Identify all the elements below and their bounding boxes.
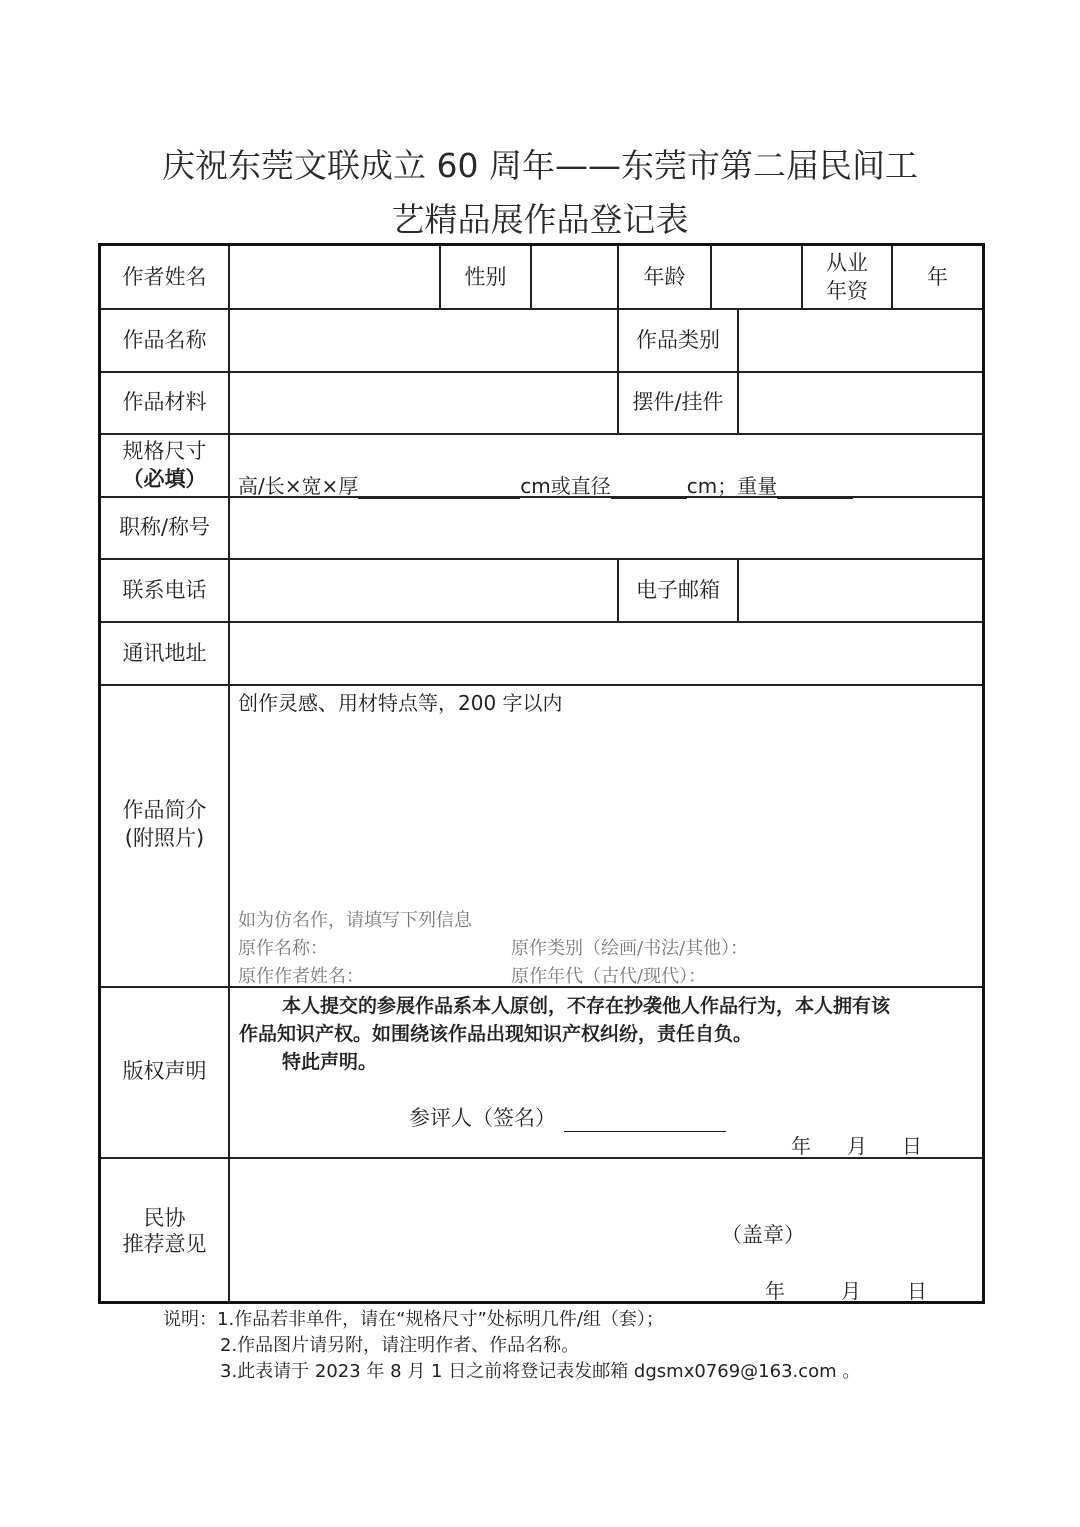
- dimension-prefix: 高/长×宽×厚: [238, 474, 359, 498]
- original-name-label: 原作名称：: [238, 938, 328, 959]
- original-author-label: 原作作者姓名：: [238, 966, 364, 987]
- gender-field[interactable]: [532, 246, 617, 308]
- original-category-label: 原作类别（绘画/书法/其他）：: [511, 938, 749, 959]
- copyright-statement-line3: 特此声明。: [282, 1051, 378, 1073]
- registration-form-table: [98, 243, 985, 1304]
- work-category-label: 作品类别: [636, 328, 720, 352]
- cm-or-diameter-text: cm或直径: [520, 474, 611, 498]
- address-label: 通讯地址: [122, 641, 207, 665]
- phone-field[interactable]: [230, 560, 617, 621]
- cm-weight-text: cm；重量: [686, 474, 778, 498]
- spec-label-line2: （必填）: [122, 467, 207, 491]
- signer-line: [409, 1102, 726, 1132]
- rec-month: 月: [841, 1279, 861, 1303]
- year-unit-label: 年: [927, 265, 948, 289]
- display-type-field[interactable]: [739, 373, 982, 433]
- form-title-line1: 庆祝东莞文联成立 60 周年——东莞市第二届民间工: [162, 146, 918, 185]
- dimension-line: [238, 470, 853, 499]
- imitation-note: 如为仿名作，请填写下列信息: [238, 910, 472, 931]
- intro-label-line1: 作品简介: [122, 798, 207, 822]
- intro-field[interactable]: [230, 716, 982, 901]
- association-label-line1: 民协: [143, 1206, 186, 1230]
- author-name-label: 作者姓名: [122, 265, 207, 289]
- original-era-label: 原作年代（古代/现代）：: [511, 966, 707, 987]
- author-name-field[interactable]: [230, 246, 439, 308]
- weight-blank[interactable]: [777, 476, 853, 499]
- intro-label-line2: (附照片): [124, 826, 205, 850]
- spec-label-line1: 规格尺寸: [122, 439, 207, 463]
- copyright-statement-line2: 作品知识产权。如围绕该作品出现知识产权纠纷，责任自负。: [239, 1023, 753, 1045]
- sign-year: 年: [791, 1134, 811, 1158]
- title-honor-label: 职称/称号: [118, 515, 211, 539]
- work-category-field[interactable]: [739, 310, 982, 371]
- copyright-label: 版权声明: [122, 1059, 207, 1083]
- form-title-line2: 艺精品展作品登记表: [391, 200, 689, 239]
- row-divider: [101, 684, 982, 686]
- address-field[interactable]: [230, 623, 982, 684]
- note-line1: 说明：1.作品若非单件，请在“规格尺寸”处标明几件/组（套）；: [163, 1309, 664, 1330]
- sign-month: 月: [847, 1134, 867, 1158]
- phone-label: 联系电话: [122, 578, 207, 602]
- copyright-statement-line1: 本人提交的参展作品系本人原创，不存在抄袭他人作品行为，本人拥有该: [282, 995, 891, 1017]
- rec-year: 年: [765, 1279, 785, 1303]
- work-name-label: 作品名称: [122, 328, 207, 352]
- work-material-label: 作品材料: [122, 390, 207, 414]
- display-type-label: 摆件/挂件: [632, 390, 724, 414]
- note-line2: 2.作品图片请另附，请注明作者、作品名称。: [220, 1335, 580, 1356]
- gender-label: 性别: [464, 265, 507, 289]
- seal-text: （盖章）: [721, 1223, 805, 1247]
- rec-day: 日: [907, 1279, 927, 1303]
- age-label: 年龄: [643, 265, 686, 289]
- email-field[interactable]: [739, 560, 982, 621]
- note-line3: 3.此表请于 2023 年 8 月 1 日之前将登记表发邮箱 dgsmx0769@163.com 。: [220, 1361, 861, 1382]
- signer-label: 参评人（签名）: [409, 1106, 556, 1130]
- work-name-field[interactable]: [230, 310, 617, 371]
- title-honor-field[interactable]: [230, 498, 982, 558]
- recommendation-field[interactable]: [230, 1159, 982, 1301]
- email-label: 电子邮箱: [636, 578, 720, 602]
- experience-label-line1: 从业: [826, 251, 868, 275]
- sign-day: 日: [902, 1134, 922, 1158]
- intro-hint: 创作灵感、用材特点等，200 字以内: [238, 691, 563, 715]
- association-label-line2: 推荐意见: [122, 1232, 207, 1256]
- work-material-field[interactable]: [230, 373, 617, 433]
- dimension-blank[interactable]: [358, 476, 520, 499]
- diameter-blank[interactable]: [611, 476, 687, 499]
- experience-label-line2: 年资: [826, 279, 868, 303]
- signature-blank[interactable]: [564, 1109, 726, 1132]
- row-divider: [101, 433, 982, 435]
- age-field[interactable]: [712, 246, 801, 308]
